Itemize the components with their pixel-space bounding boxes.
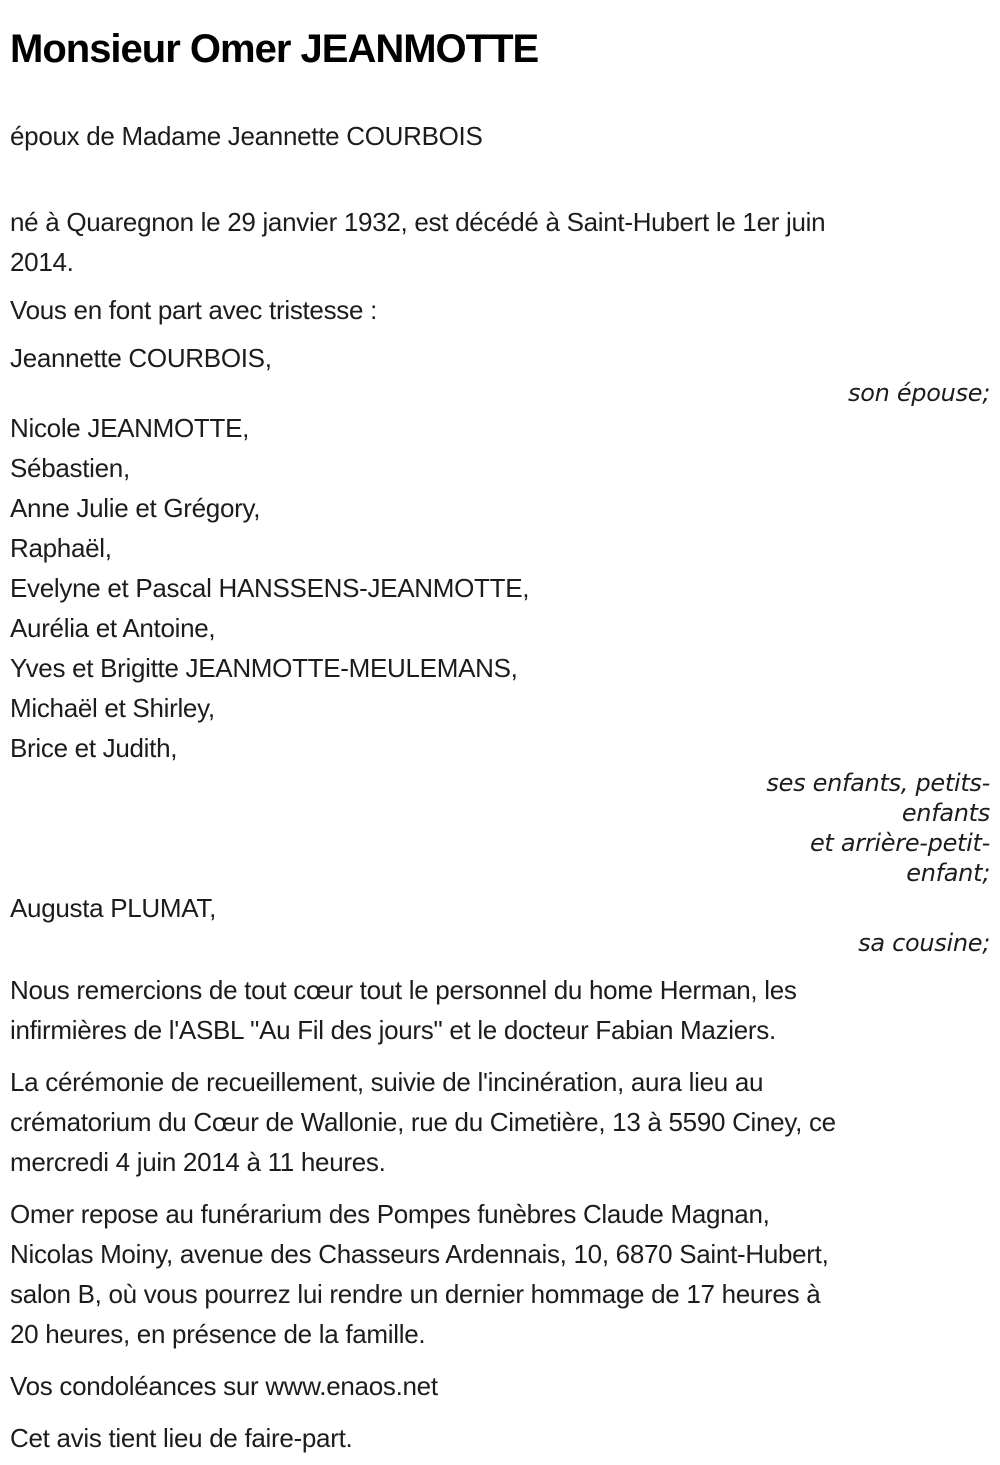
text-line: Cet avis tient lieu de faire-part. (10, 1423, 353, 1453)
text-line: Nous remercions de tout cœur tout le personnel du home Herman, les (10, 975, 797, 1005)
mourner-relation (10, 378, 990, 408)
mourner-group (10, 408, 990, 888)
mourner-name: Brice et Judith, (10, 733, 178, 763)
intro-line: Vous en font part avec tristesse : (10, 295, 378, 325)
relation-label: ses enfants, petits- (766, 769, 990, 797)
text-line: salon B, où vous pourrez lui rendre un dernier hommage de 17 heures à (10, 1279, 821, 1309)
relation-label: sa cousine; (858, 929, 990, 957)
mourner-name: Michaël et Shirley, (10, 693, 215, 723)
text-line: Omer repose au funérarium des Pompes funèbres Claude Magnan, (10, 1199, 770, 1229)
body-paragraphs (10, 970, 990, 1458)
mourner-name: Aurélia et Antoine, (10, 613, 216, 643)
mourner-name: Raphaël, (10, 533, 112, 563)
text-line: Nicolas Moiny, avenue des Chasseurs Ardennais, 10, 6870 Saint-Hubert, (10, 1239, 829, 1269)
mourner-relation (10, 928, 990, 958)
paragraph (10, 1366, 990, 1406)
mourner-name: Nicole JEANMOTTE, (10, 413, 250, 443)
text-line: 2014. (10, 247, 74, 277)
paragraph (10, 1062, 990, 1182)
mourner-name: Yves et Brigitte JEANMOTTE-MEULEMANS, (10, 653, 518, 683)
text-line: infirmières de l'ASBL "Au Fil des jours" et le docteur Fabian Maziers. (10, 1015, 776, 1045)
relation-label: enfant; (906, 859, 990, 887)
text-line: La cérémonie de recueillement, suivie de l'incinération, aura lieu au (10, 1067, 764, 1097)
page-title: Monsieur Omer JEANMOTTE (10, 27, 539, 71)
mourner-names (10, 888, 990, 928)
mourner-names (10, 338, 990, 378)
mourners-list (10, 338, 990, 958)
mourner-name: Augusta PLUMAT, (10, 893, 217, 923)
text-line: Vos condoléances sur www.enaos.net (10, 1371, 438, 1401)
text-line: crématorium du Cœur de Wallonie, rue du Cimetière, 13 à 5590 Ciney, ce (10, 1107, 836, 1137)
text-line: 20 heures, en présence de la famille. (10, 1319, 426, 1349)
mourner-name: Evelyne et Pascal HANSSENS-JEANMOTTE, (10, 573, 530, 603)
text-line: mercredi 4 juin 2014 à 11 heures. (10, 1147, 386, 1177)
mourner-name: Jeannette COURBOIS, (10, 343, 272, 373)
paragraph (10, 970, 990, 1050)
mourner-names (10, 408, 990, 768)
mourner-name: Sébastien, (10, 453, 130, 483)
mourner-name: Anne Julie et Grégory, (10, 493, 261, 523)
relation-label: et arrière-petit- (809, 829, 990, 857)
death-announcement (10, 202, 990, 282)
mourner-relation (10, 768, 990, 888)
mourner-group (10, 888, 990, 958)
text-line: né à Quaregnon le 29 janvier 1932, est décédé à Saint-Hubert le 1er juin (10, 207, 826, 237)
relation-label: son épouse; (848, 379, 990, 407)
relation-label: enfants (901, 799, 990, 827)
paragraph (10, 1194, 990, 1354)
paragraph (10, 1418, 990, 1458)
spouse-line: époux de Madame Jeannette COURBOIS (10, 121, 483, 151)
mourner-group (10, 338, 990, 408)
